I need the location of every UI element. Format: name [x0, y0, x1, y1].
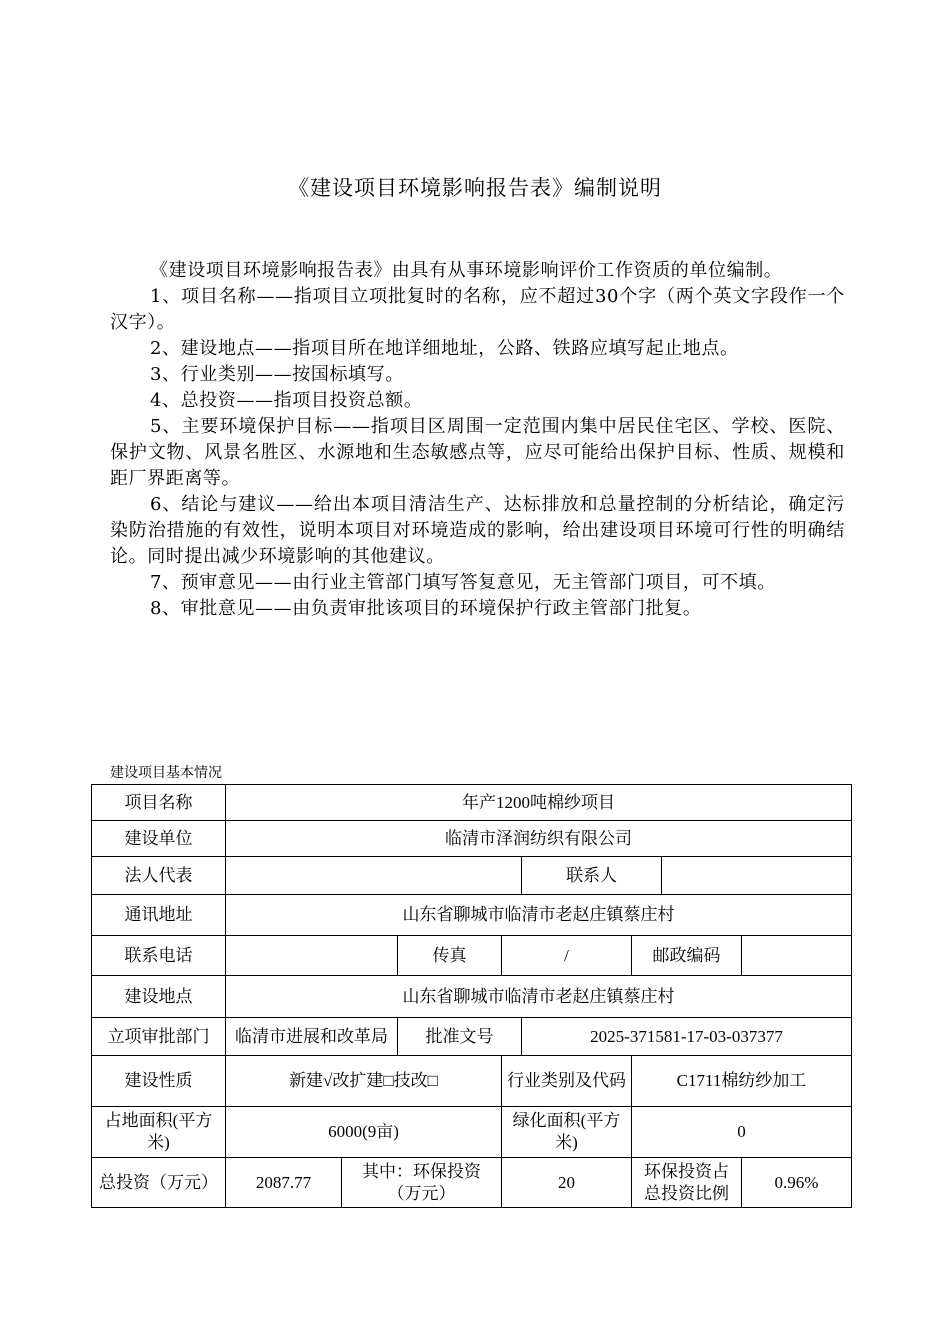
table-row — [92, 1158, 852, 1208]
legal-rep-value — [226, 857, 522, 895]
note-item-6: 6、结论与建议——给出本项目清洁生产、达标排放和总量控制的分析结论，确定污染防治措施的有效性，说明本项目对环境造成的影响，给出建设项目环境可行性的明确结论。同时提出减少环境影响的其他建议。 — [110, 494, 845, 567]
note-item-5: 5、主要环境保护目标——指项目区周围一定范围内集中居民住宅区、学校、医院、保护文物、风景名胜区、水源地和生态敏感点等，应尽可能给出保护目标、性质、规模和距厂界距离等。 — [110, 416, 845, 489]
env-invest-value: 20 — [502, 1158, 632, 1208]
industry-label: 行业类别及代码 — [502, 1056, 632, 1107]
contact-value — [662, 857, 852, 895]
table-row — [92, 1107, 852, 1158]
approval-dept-label: 立项审批部门 — [92, 1018, 226, 1056]
project-name-label: 项目名称 — [92, 785, 226, 821]
table-row — [92, 976, 852, 1018]
phone-value — [226, 936, 398, 976]
green-area-label: 绿化面积(平方米) — [502, 1107, 632, 1158]
unit-value: 临清市泽润纺织有限公司 — [226, 821, 852, 857]
approval-no-label: 批准文号 — [398, 1018, 522, 1056]
contact-label: 联系人 — [522, 857, 662, 895]
table-caption: 建设项目基本情况 — [110, 765, 222, 781]
nature-label: 建设性质 — [92, 1056, 226, 1107]
table-row — [92, 785, 852, 821]
area-value: 6000(9亩) — [226, 1107, 502, 1158]
note-item-1: 1、项目名称——指项目立项批复时的名称，应不超过30个字（两个英文字段作一个汉字）。 — [110, 286, 845, 333]
note-intro: 《建设项目环境影响报告表》由具有从事环境影响评价工作资质的单位编制。 — [150, 260, 783, 281]
green-area-value: 0 — [632, 1107, 852, 1158]
table-row — [92, 1018, 852, 1056]
instructions-section — [110, 258, 845, 622]
project-info-table — [91, 784, 852, 1208]
total-invest-value: 2087.77 — [226, 1158, 342, 1208]
env-invest-label: 其中：环保投资（万元） — [342, 1158, 502, 1208]
unit-label: 建设单位 — [92, 821, 226, 857]
note-item-4: 4、总投资——指项目投资总额。 — [150, 390, 423, 411]
industry-value: C1711棉纺纱加工 — [632, 1056, 852, 1107]
fax-label: 传真 — [398, 936, 502, 976]
project-name-value: 年产1200吨棉纱项目 — [226, 785, 852, 821]
postcode-value — [742, 936, 852, 976]
fax-value: / — [502, 936, 632, 976]
area-label: 占地面积(平方米) — [92, 1107, 226, 1158]
table-row — [92, 821, 852, 857]
site-value: 山东省聊城市临清市老赵庄镇蔡庄村 — [226, 976, 852, 1018]
note-item-3: 3、行业类别——按国标填写。 — [150, 364, 404, 385]
note-item-8: 8、审批意见——由负责审批该项目的环境保护行政主管部门批复。 — [150, 598, 702, 619]
legal-rep-label: 法人代表 — [92, 857, 226, 895]
page-title: 《建设项目环境影响报告表》编制说明 — [288, 176, 662, 200]
address-value: 山东省聊城市临清市老赵庄镇蔡庄村 — [226, 895, 852, 936]
phone-label: 联系电话 — [92, 936, 226, 976]
table-row — [92, 936, 852, 976]
nature-value: 新建√改扩建□技改□ — [226, 1056, 502, 1107]
table-row — [92, 1056, 852, 1107]
table-row — [92, 895, 852, 936]
env-ratio-label: 环保投资占总投资比例 — [632, 1158, 742, 1208]
note-item-7: 7、预审意见——由行业主管部门填写答复意见，无主管部门项目，可不填。 — [150, 572, 776, 593]
note-item-2: 2、建设地点——指项目所在地详细地址，公路、铁路应填写起止地点。 — [150, 338, 739, 359]
approval-no-value: 2025-371581-17-03-037377 — [522, 1018, 852, 1056]
table-row — [92, 857, 852, 895]
approval-dept-value: 临清市进展和改革局 — [226, 1018, 398, 1056]
total-invest-label: 总投资（万元） — [92, 1158, 226, 1208]
site-label: 建设地点 — [92, 976, 226, 1018]
address-label: 通讯地址 — [92, 895, 226, 936]
postcode-label: 邮政编码 — [632, 936, 742, 976]
env-ratio-value: 0.96% — [742, 1158, 852, 1208]
